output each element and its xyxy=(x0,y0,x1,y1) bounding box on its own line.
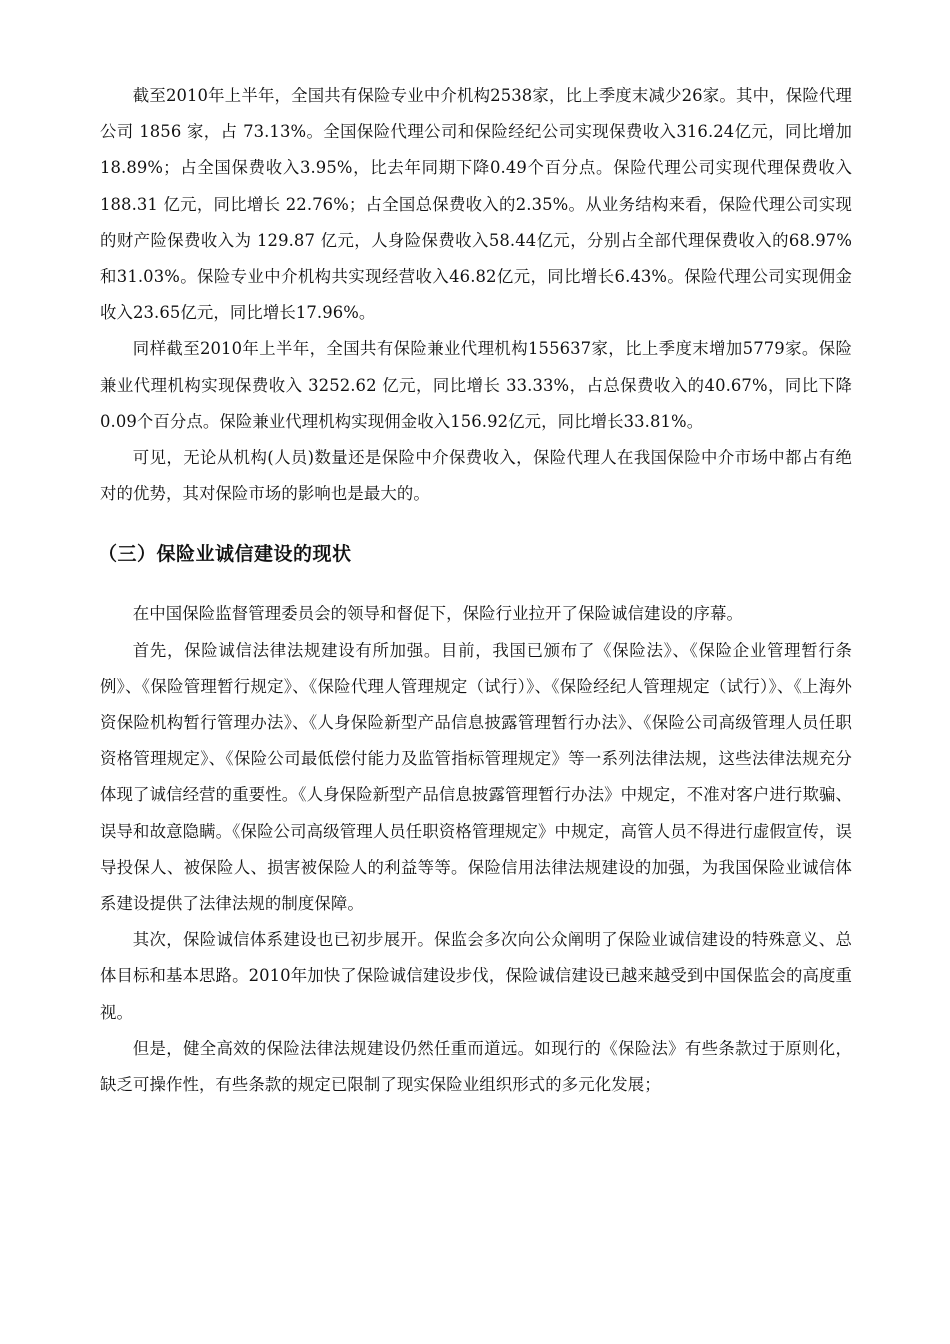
paragraph-concurrent-agency-statistics: 同样截至2010年上半年，全国共有保险兼业代理机构155637家，比上季度末增加5779家。保险兼业代理机构实现保费收入 3252.62 亿元，同比增长 33.33%，占总保费收入的40.67%，同比下降0.09个百分点。保险兼业代理机构实现佣金收入156.92亿元，同比增长33.81%。 xyxy=(100,339,852,431)
document-page xyxy=(100,78,852,1103)
paragraph-integrity-system: 其次，保险诚信体系建设也已初步展开。保监会多次向公众阐明了保险业诚信建设的特殊意义、总体目标和基本思路。2010年加快了保险诚信建设步伐，保险诚信建设已越来越受到中国保监会的高度重视。 xyxy=(100,930,852,1022)
section-heading: （三）保险业诚信建设的现状 xyxy=(98,543,352,566)
paragraph-integrity-challenges: 但是，健全高效的保险法律法规建设仍然任重而道远。如现行的《保险法》有些条款过于原则化，缺乏可操作性，有些条款的规定已限制了现实保险业组织形式的多元化发展； xyxy=(100,1038,852,1095)
paragraph-integrity-intro: 在中国保险监督管理委员会的领导和督促下，保险行业拉开了保险诚信建设的序幕。 xyxy=(132,604,743,624)
paragraph-integrity-laws: 首先，保险诚信法律法规建设有所加强。目前，我国已颁布了《保险法》、《保险企业管理暂行条例》、《保险管理暂行规定》、《保险代理人管理规定（试行）》、《保险经纪人管理规定（试行）》、《上海外资保险机构暂行管理办法》、《人身保险新型产品信息披露管理暂行办法》、《保险公司高级管理人员任职资格管理规定》、《保险公司最低偿付能力及监管指标管理规定》等一系列法律法规，这些法律法规充分体现了诚信经营的重要性。《人身保险新型产品信息披露管理暂行办法》中规定，不准对客户进行欺骗、误导和故意隐瞒。《保险公司高级管理人员任职资格管理规定》中规定，高管人员不得进行虚假宣传，误导投保人、被保险人、损害被保险人的利益等等。保险信用法律法规建设的加强，为我国保险业诚信体系建设提供了法律法规的制度保障。 xyxy=(100,640,852,914)
paragraph-agency-statistics: 截至2010年上半年，全国共有保险专业中介机构2538家，比上季度末减少26家。其中，保险代理公司 1856 家，占 73.13%。全国保险代理公司和保险经纪公司实现保费收入316.24亿元，同比增加18.89%；占全国保费收入3.95%，比去年同期下降0.49个百分点。保险代理公司实现代理保费收入 188.31 亿元，同比增长 22.76%；占全国总保费收入的2.35%。从业务结构来看，保险代理公司实现的财产险保费收入为 129.87 亿元，人身险保费收入58.44亿元，分别占全部代理保费收入的68.97%和31.03%。保险专业中介机构共实现经营收入46.82亿元，同比增长6.43%。保险代理公司实现佣金收入23.65亿元，同比增长17.96%。 xyxy=(100,86,852,323)
paragraph-agency-conclusion: 可见，无论从机构(人员)数量还是保险中介保费收入，保险代理人在我国保险中介市场中都占有绝对的优势，其对保险市场的影响也是最大的。 xyxy=(100,448,852,504)
